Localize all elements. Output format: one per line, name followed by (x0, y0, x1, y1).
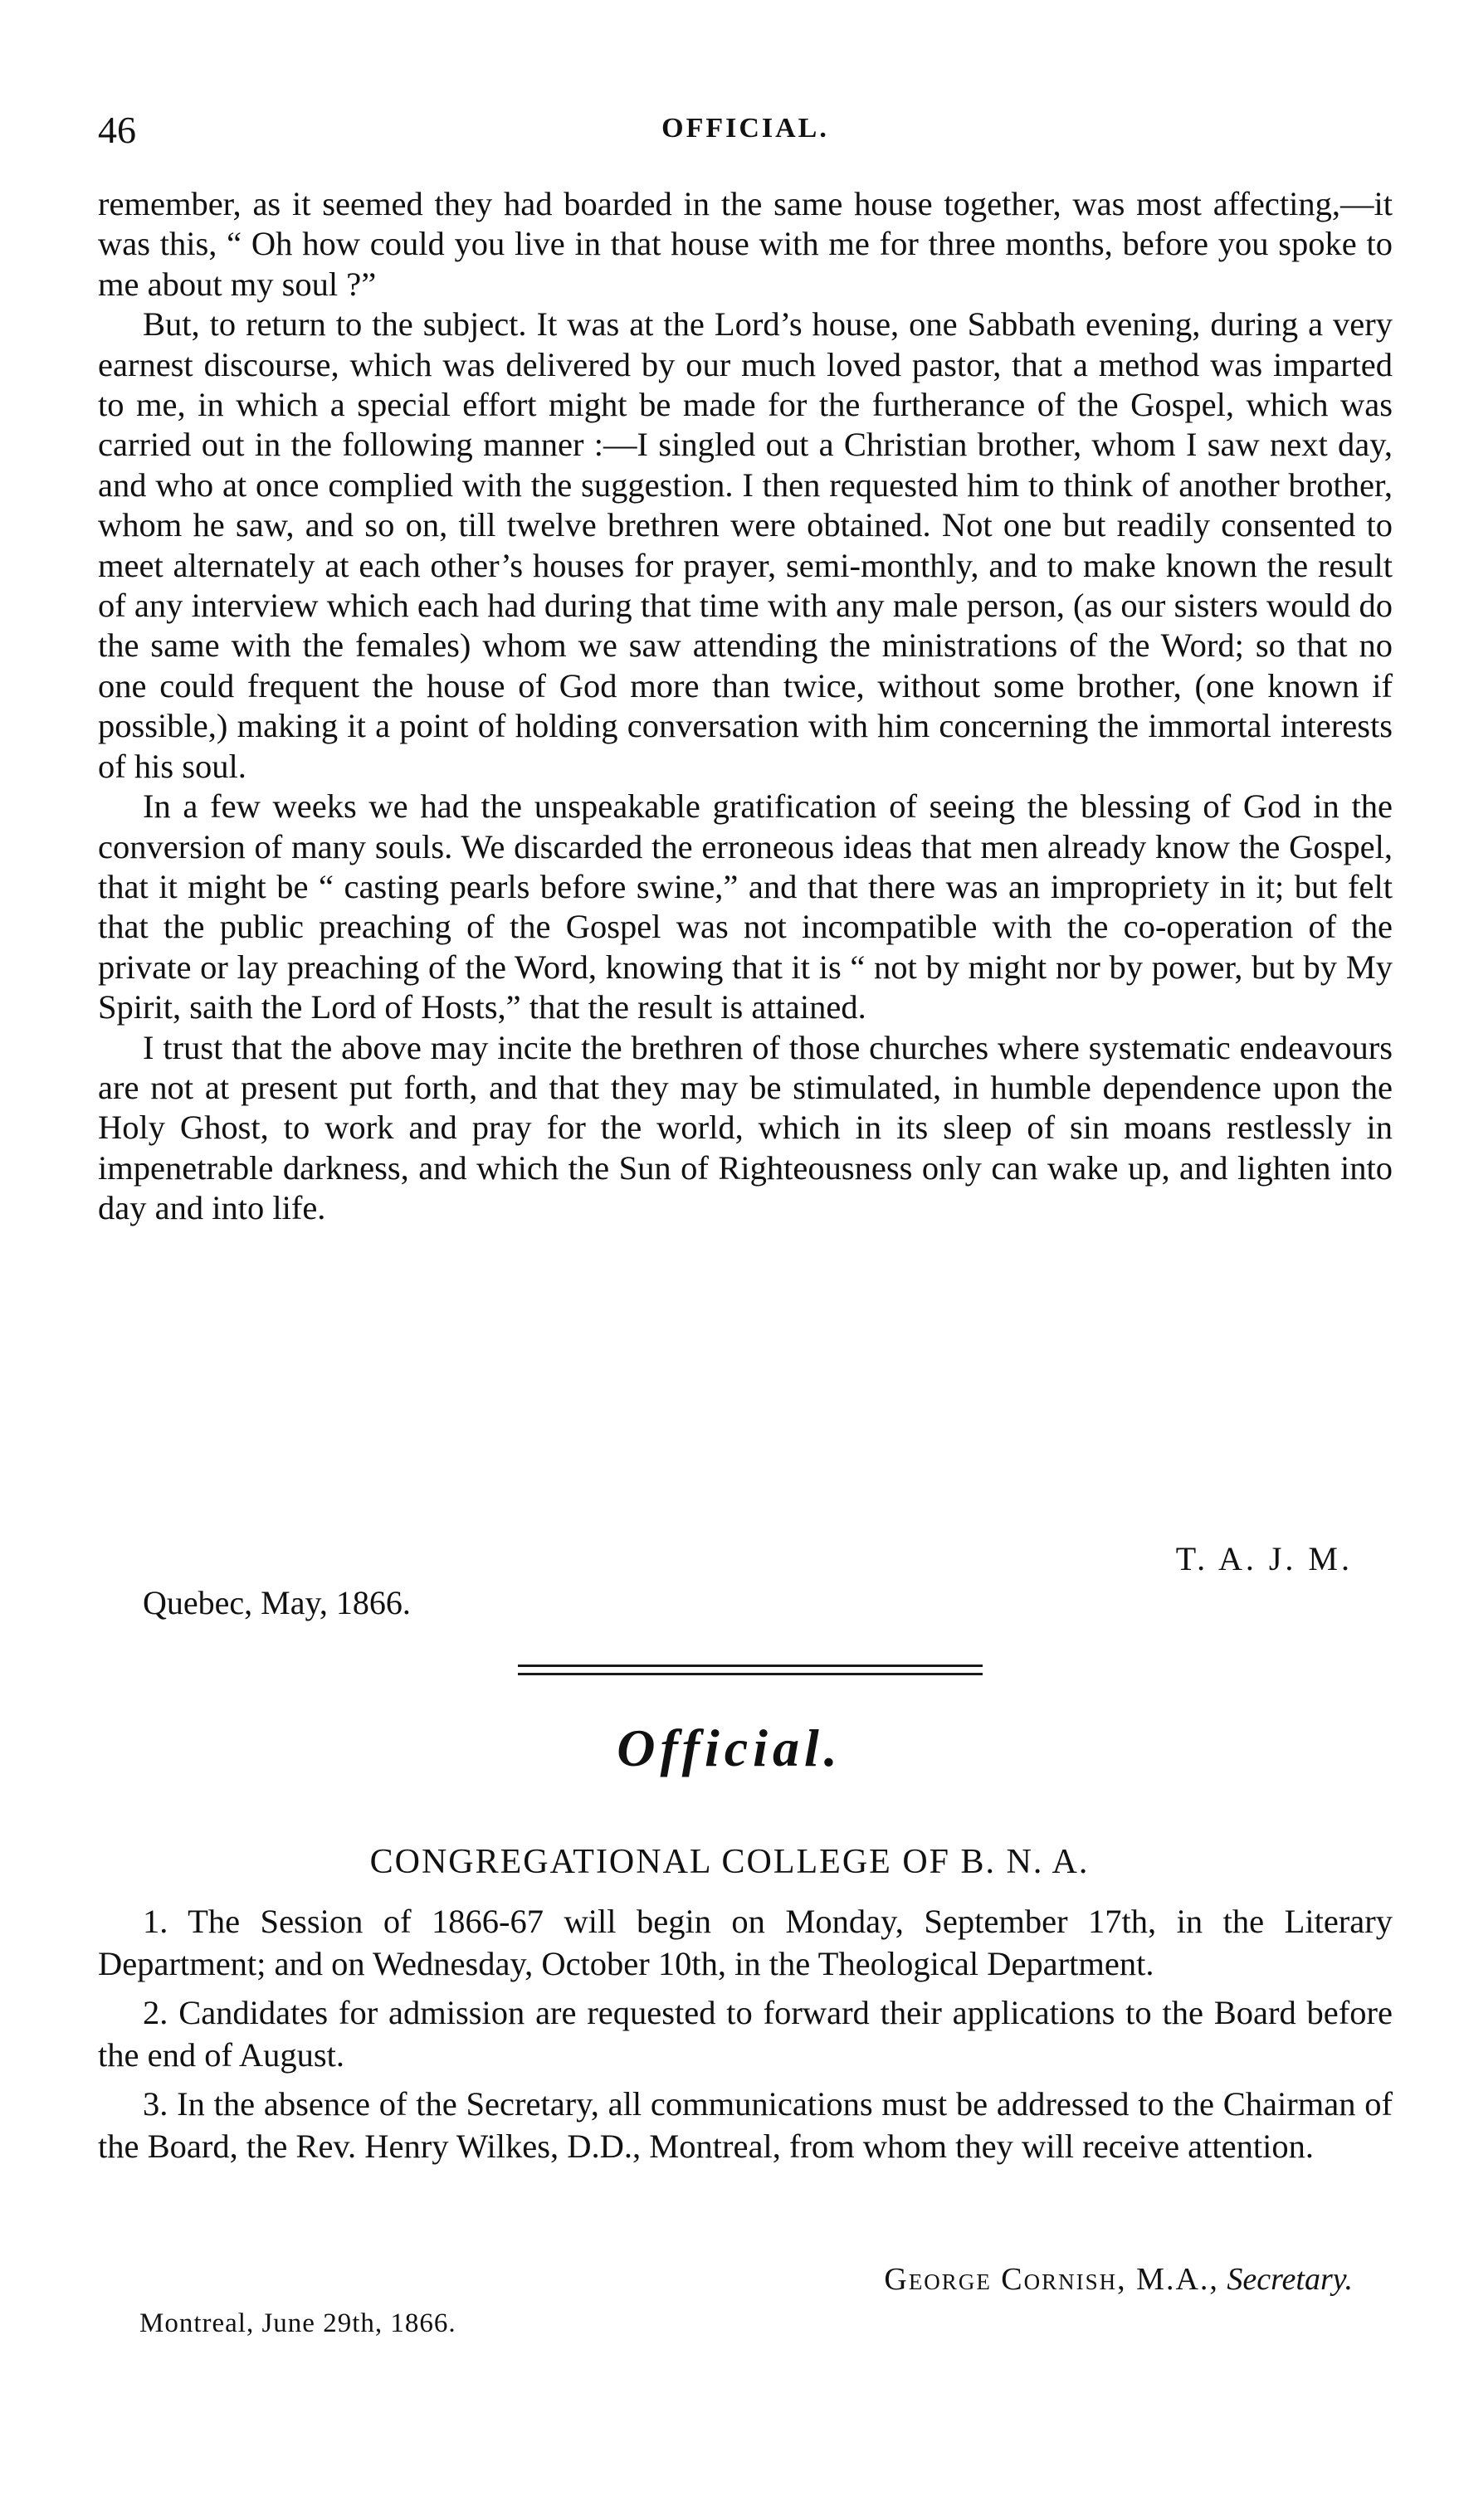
secretary-title: Secretary. (1227, 2262, 1353, 2297)
section-divider (518, 1665, 983, 1681)
notice-item: 2. Candidates for admission are requested to forward their applications to the Board before the end of August. (98, 1994, 1393, 2074)
college-notices (98, 1900, 1393, 2174)
letter-paragraph: But, to return to the subject. It was at the Lord’s house, one Sabbath evening, during a very earnest discourse, which was delivered by our much loved pastor, that a method was imparted to me, in which a special effort might be made for the furtherance of the Gospel, which was carried out in the following manner :—I singled out a Christian brother, whom I saw next day, and who at once complied with the suggestion. I then requested him to think of another brother, whom he saw, and so on, till twelve brethren were obtained. Not one but readily consented to meet alternately at each other’s houses for prayer, semi-monthly, and to make known the result of any interview which each had during that time with any male person, (as our sisters would do the same with the females) whom we saw attending the ministrations of the Word; so that no one could frequent the house of God more than twice, without some brother, (one known if possible,) making it a point of holding conversation with him concerning the immortal interests of his soul. (98, 305, 1393, 785)
letter-body (98, 184, 1393, 1229)
running-title: OFFICIAL. (661, 113, 829, 144)
running-head (98, 108, 1393, 158)
secretary-signature (884, 2261, 1353, 2298)
section-title: Official. (617, 1718, 842, 1777)
notice-date: Montreal, June 29th, 1866. (139, 2308, 456, 2338)
notice-item: 3. In the absence of the Secretary, all communications must be addressed to the Chairman of the Board, the Rev. Henry Wilkes, D.D., Montreal, from whom they will receive attention. (98, 2085, 1393, 2165)
letter-paragraph: In a few weeks we had the unspeakable gratification of seeing the blessing of God in the conversion of many souls. We discarded the erroneous ideas that men already know the Gospel, that it might be “ casting pearls before swine,” and that there was an impropriety in it; but felt that the public preaching of the Gospel was not incompatible with the co-operation of the private or lay preaching of the Word, knowing that it is “ not by might nor by power, but by My Spirit, saith the Lord of Hosts,” that the result is attained. (98, 787, 1393, 1026)
divider-rule-bottom (518, 1673, 983, 1675)
secretary-name: George Cornish, M.A., (884, 2262, 1219, 2297)
college-heading: CONGREGATIONAL COLLEGE OF B. N. A. (369, 1843, 1090, 1881)
letter-signoff: T. A. J. M. (1175, 1540, 1353, 1577)
notice-item: 1. The Session of 1866-67 will begin on Monday, September 17th, in the Literary Department; and on Wednesday, October 10th, in the Theological Department. (98, 1903, 1393, 1982)
letter-dateline: Quebec, May, 1866. (143, 1584, 411, 1621)
page-number: 46 (98, 109, 136, 151)
divider-rule-top (518, 1665, 983, 1667)
letter-paragraph: remember, as it seemed they had boarded in the same house together, was most affecting,—it was this, “ Oh how could you live in that house with me for three months, before you spoke to me about my soul ?” (98, 185, 1393, 303)
letter-paragraph: I trust that the above may incite the brethren of those churches where systematic endeavours are not at present put forth, and that they may be stimulated, in humble dependence upon the Holy Ghost, to work and pray for the world, which in its sleep of sin moans restlessly in impenetrable darkness, and which the Sun of Righteousness only can wake up, and lighten into day and into life. (98, 1028, 1393, 1227)
